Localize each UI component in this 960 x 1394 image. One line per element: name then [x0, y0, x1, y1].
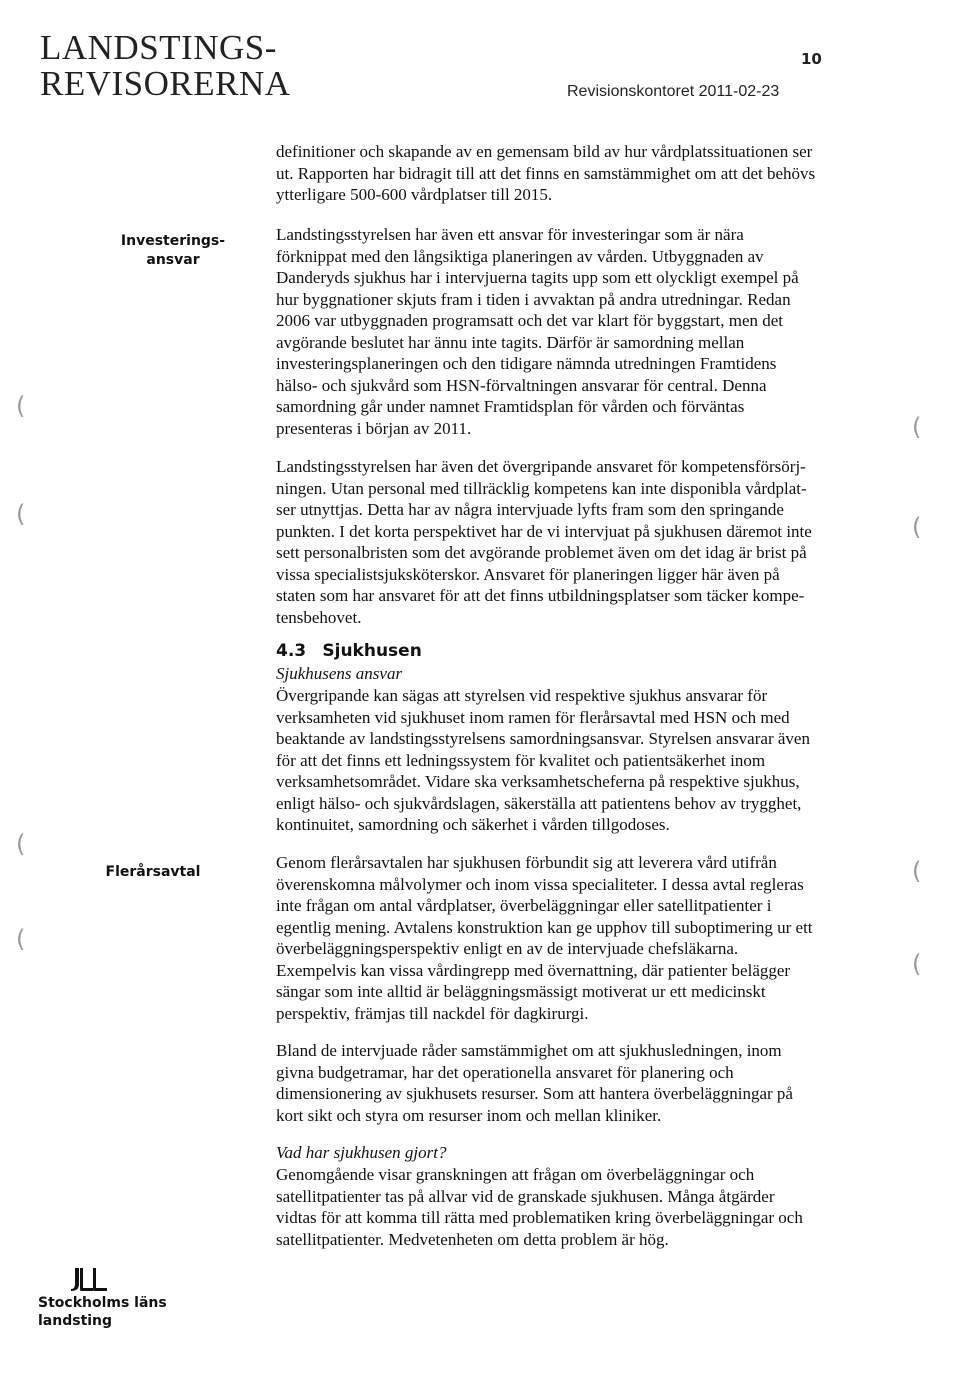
text-line: tensbehovet.	[276, 607, 362, 627]
text-line: givna budgetramar, har det operationella ansvaret för planering och	[276, 1062, 734, 1082]
margin-label-line: ansvar	[146, 252, 200, 268]
text-line: hur byggnationer skjuts fram i tiden i avvaktan på andra utredningar. Redan	[276, 289, 791, 309]
text-line: avgörande beslutet har ännu inte tagits. Därför är samordning mellan	[276, 332, 745, 352]
scan-mark: (	[912, 857, 922, 885]
sll-logo	[38, 1266, 168, 1330]
text-line: dimensionering av sjukhusets resurser. Som att hantera överbeläggningar på	[276, 1084, 793, 1103]
text-line: 2006 var utbyggnaden programsatt och det var klart för byggstart, men det	[276, 311, 784, 330]
scan-mark: (	[16, 392, 26, 420]
text-line: beaktande av landstingsstyrelsens samordningsansvar. Styrelsen ansvarar även	[276, 729, 810, 748]
text-line: vidtas för att komma till rätta med problematiken kring överbeläggningar och	[276, 1208, 803, 1227]
text-line: hälso- och sjukvård som HSN-förvaltningen ansvarar för central. Denna	[276, 375, 767, 395]
intro-paragraph	[276, 141, 866, 206]
text-line: sängar som inte alltid är beläggningsmässigt motiverat ur ett medicinskt	[276, 982, 766, 1001]
text-line: Landstingsstyrelsen har även ett ansvar för investeringar som är nära	[276, 225, 744, 244]
text-line: presenteras i början av 2011.	[276, 418, 472, 438]
margin-label-line: Investerings-	[120, 233, 226, 249]
text-line: ningen. Utan personal med tillräcklig kompetens kan inte disponibla vårdplat-	[276, 478, 807, 498]
text-line: för att det finns ett ledningssystem för kvalitet och patientsäkerhet inom	[276, 750, 766, 770]
text-line: Bland de intervjuade råder samstämmighet om att sjukhusledningen, inom	[276, 1041, 782, 1060]
section-title: Sjukhusen	[322, 641, 422, 661]
text-line: Genomgående visar granskningen att frågan om överbeläggningar och	[276, 1165, 755, 1184]
text-line: ut. Rapporten har bidragit till att det finns en samstämmighet om att det behövs	[276, 163, 816, 183]
text-line: Genom flerårsavtalen har sjukhusen förbundit sig att leverera vård utifrån	[276, 853, 777, 872]
section-number: 4.3	[276, 641, 307, 661]
text-line: kontinuitet, samordning och säkerhet i vården tillgodoses.	[276, 815, 670, 834]
gjort-paragraph	[276, 1164, 866, 1250]
flerarsavtal-paragraph	[276, 852, 866, 1024]
text-line: verksamheten vid sjukhuset inom ramen för flerårsavtal med HSN och med	[276, 707, 790, 727]
sll-logo-icon	[69, 1266, 109, 1292]
margin-label-investeringsansvar	[118, 232, 228, 270]
text-line: punkten. I det korta perspektivet har de vi intervjuat på sjukhusen däremot inte	[276, 521, 812, 541]
text-line: vissa specialistsjuksköterskor. Ansvaret för planeringen ligger här även på	[276, 564, 780, 584]
organization-name-line1: LANDSTINGS-	[40, 28, 277, 67]
scan-mark: (	[16, 500, 26, 528]
text-line: enligt hälso- och sjukvårdslagen, säkerställa att patientens behov av trygghet,	[276, 793, 802, 813]
text-line: kort sikt och styra om resurser inom och mellan kliniker.	[276, 1105, 662, 1125]
text-line: satellitpatienter tas på allvar vid de granskade sjukhusen. Många åtgärder	[276, 1186, 775, 1206]
subheading-sjukhusens-ansvar: Sjukhusens ansvar	[276, 664, 403, 683]
text-line: överbeläggningsperspektiv enligt en av de intervjuade chefsläkarna.	[276, 939, 739, 958]
subheading-vad-har-sjukhusen-gjort: Vad har sjukhusen gjort?	[276, 1143, 447, 1162]
scan-mark: (	[912, 413, 922, 441]
text-line: staten som har ansvaret för att det finns utbildningsplatser som täcker kompe-	[276, 586, 805, 605]
margin-label-flerarsavtal: Flerårsavtal	[105, 864, 201, 880]
text-line: Landstingsstyrelsen har även det övergripande ansvaret för kompetensförsörj-	[276, 457, 806, 476]
organization-name	[40, 30, 291, 102]
text-line: inte frågan om antal vårdplatser, överbeläggningar eller satellitpatienter i	[276, 896, 772, 915]
text-line: verksamhetsområdet. Vidare ska verksamhetscheferna på respektive sjukhus,	[276, 772, 800, 791]
scan-mark: (	[16, 830, 26, 858]
text-line: ytterligare 500-600 vårdplatser till 2015.	[276, 185, 553, 204]
scan-mark: (	[912, 950, 922, 978]
organization-name-line2: REVISORERNA	[40, 64, 291, 103]
text-line: Övergripande kan sägas att styrelsen vid respektive sjukhus ansvarar för	[276, 686, 768, 705]
section-heading	[276, 641, 422, 661]
text-line: förknippat med den långsiktiga planeringen av vården. Utbyggnaden av	[276, 246, 764, 266]
logo-text-line1: Stockholms läns	[38, 1295, 167, 1311]
text-line: perspektiv, främjas till nackdel för dagkirurgi.	[276, 1003, 589, 1023]
text-line: samordning går under namnet Framtidsplan för vården och förväntas	[276, 397, 745, 416]
scan-mark: (	[16, 925, 26, 953]
scan-mark: (	[912, 513, 922, 541]
text-line: investeringsplaneringen och den tidigare nämnda utredningen Framtidens	[276, 354, 777, 373]
text-line: egentlig mening. Avtalens konstruktion kan ge upphov till suboptimering ur ett	[276, 917, 813, 937]
ansvar-paragraph	[276, 685, 866, 836]
logo-text-line2: landsting	[38, 1313, 113, 1329]
header-date: Revisionskontoret 2011-02-23	[567, 83, 780, 100]
text-line: definitioner och skapande av en gemensam bild av hur vårdplatssituationen ser	[276, 142, 813, 161]
text-line: Exempelvis kan vissa vårdingrepp med övernattning, där patienter belägger	[276, 960, 791, 980]
text-line: sett personalbristen som det avgörande problemet även om det idag är brist på	[276, 543, 807, 562]
text-line: Danderyds sjukhus har i intervjuerna tagits upp som ett olyckligt exempel på	[276, 268, 799, 287]
page-number: 10	[801, 50, 822, 68]
text-line: satellitpatienter. Medvetenheten om detta problem är hög.	[276, 1229, 669, 1249]
kompetens-paragraph	[276, 456, 866, 628]
samstammighet-paragraph	[276, 1040, 866, 1126]
investering-paragraph	[276, 224, 866, 439]
text-line: ser utnyttjas. Detta har av några intervjuade lyfts fram som den springande	[276, 500, 784, 519]
text-line: överenskomna målvolymer och inom vissa specialiteter. I dessa avtal regleras	[276, 874, 804, 894]
